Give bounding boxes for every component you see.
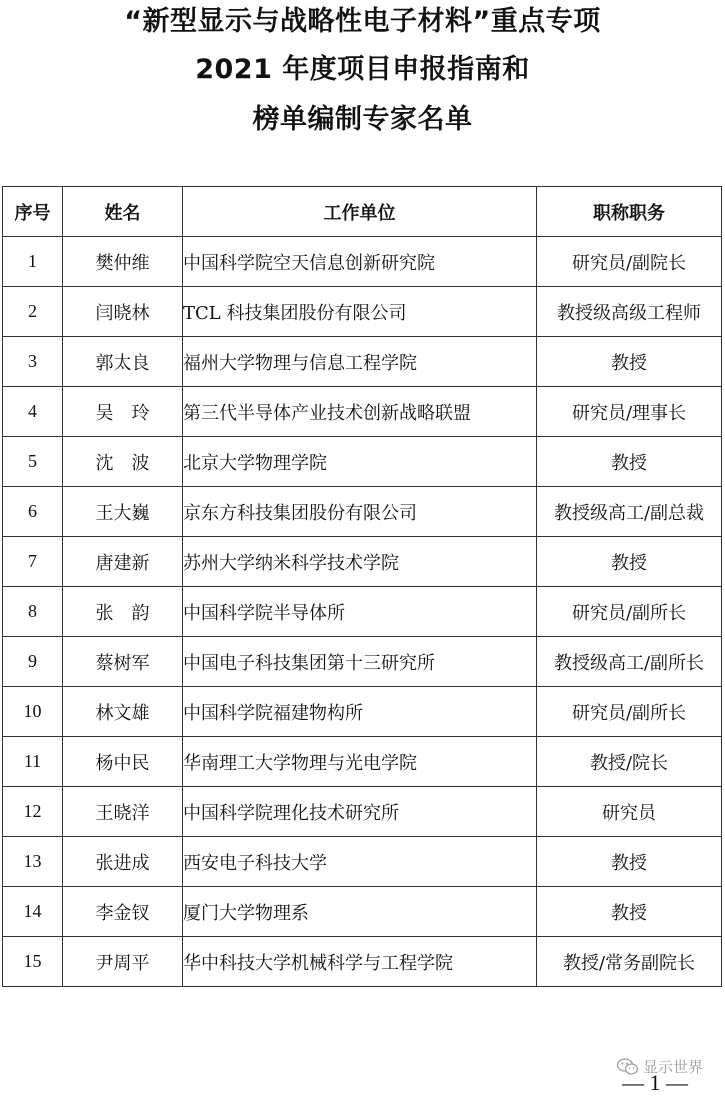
cell-title: 研究员 — [537, 787, 722, 837]
cell-no: 6 — [3, 487, 63, 537]
document-title-line-1: “新型显示与战略性电子材料”重点专项 — [124, 6, 601, 37]
cell-name: 杨中民 — [63, 737, 183, 787]
cell-name: 吴 玲 — [63, 387, 183, 437]
cell-name: 尹周平 — [63, 937, 183, 987]
cell-unit: 华中科技大学机械科学与工程学院 — [183, 937, 537, 987]
document-title-line-3: 榜单编制专家名单 — [252, 104, 473, 135]
table-row — [3, 737, 722, 787]
cell-name: 张 韵 — [63, 587, 183, 637]
cell-unit: 厦门大学物理系 — [183, 887, 537, 937]
table-row — [3, 587, 722, 637]
header-name: 姓名 — [63, 187, 183, 237]
cell-no: 4 — [3, 387, 63, 437]
page-number: — 1 — — [622, 1070, 688, 1095]
table-row — [3, 537, 722, 587]
cell-unit: 福州大学物理与信息工程学院 — [183, 337, 537, 387]
cell-no: 10 — [3, 687, 63, 737]
header-unit: 工作单位 — [183, 187, 537, 237]
document-title-line-2: 2021 年度项目申报指南和 — [195, 54, 530, 85]
cell-no: 13 — [3, 837, 63, 887]
cell-name: 蔡树军 — [63, 637, 183, 687]
table-row — [3, 937, 722, 987]
table-row — [3, 637, 722, 687]
cell-name: 王晓洋 — [63, 787, 183, 837]
cell-no: 9 — [3, 637, 63, 687]
cell-unit: 京东方科技集团股份有限公司 — [183, 487, 537, 537]
cell-title: 教授/院长 — [537, 737, 722, 787]
table-row — [3, 437, 722, 487]
cell-no: 1 — [3, 237, 63, 287]
cell-name: 王大巍 — [63, 487, 183, 537]
cell-no: 2 — [3, 287, 63, 337]
table-row — [3, 287, 722, 337]
cell-title: 教授 — [537, 837, 722, 887]
cell-title: 教授 — [537, 887, 722, 937]
cell-title: 研究员/副所长 — [537, 587, 722, 637]
table-row — [3, 387, 722, 437]
cell-no: 14 — [3, 887, 63, 937]
cell-unit: 北京大学物理学院 — [183, 437, 537, 487]
table-row — [3, 337, 722, 387]
cell-title: 教授 — [537, 437, 722, 487]
cell-no: 12 — [3, 787, 63, 837]
cell-name: 唐建新 — [63, 537, 183, 587]
cell-unit: 中国电子科技集团第十三研究所 — [183, 637, 537, 687]
cell-unit: 苏州大学纳米科学技术学院 — [183, 537, 537, 587]
cell-title: 教授级高工/副总裁 — [537, 487, 722, 537]
cell-unit: 华南理工大学物理与光电学院 — [183, 737, 537, 787]
table-row — [3, 837, 722, 887]
cell-unit: 中国科学院理化技术研究所 — [183, 787, 537, 837]
cell-name: 闫晓林 — [63, 287, 183, 337]
cell-title: 教授级高工/副所长 — [537, 637, 722, 687]
table-row — [3, 687, 722, 737]
cell-unit: 中国科学院空天信息创新研究院 — [183, 237, 537, 287]
table-row — [3, 887, 722, 937]
cell-name: 李金钗 — [63, 887, 183, 937]
cell-title: 教授 — [537, 337, 722, 387]
cell-unit: 中国科学院半导体所 — [183, 587, 537, 637]
cell-title: 研究员/理事长 — [537, 387, 722, 437]
header-no: 序号 — [3, 187, 63, 237]
cell-no: 8 — [3, 587, 63, 637]
cell-name: 郭太良 — [63, 337, 183, 387]
table-row — [3, 487, 722, 537]
table-row — [3, 237, 722, 287]
cell-unit: 第三代半导体产业技术创新战略联盟 — [183, 387, 537, 437]
cell-no: 7 — [3, 537, 63, 587]
cell-unit: 中国科学院福建物构所 — [183, 687, 537, 737]
cell-unit: TCL 科技集团股份有限公司 — [183, 287, 537, 337]
cell-title: 研究员/副院长 — [537, 237, 722, 287]
cell-title: 教授/常务副院长 — [537, 937, 722, 987]
expert-table — [2, 186, 722, 987]
header-title: 职称职务 — [537, 187, 722, 237]
cell-unit: 西安电子科技大学 — [183, 837, 537, 887]
watermark-text: 显示世界 — [642, 1058, 703, 1076]
cell-title: 研究员/副所长 — [537, 687, 722, 737]
cell-name: 林文雄 — [63, 687, 183, 737]
cell-title: 教授 — [537, 537, 722, 587]
cell-no: 15 — [3, 937, 63, 987]
cell-title: 教授级高级工程师 — [537, 287, 722, 337]
cell-name: 沈 波 — [63, 437, 183, 487]
cell-name: 樊仲维 — [63, 237, 183, 287]
cell-name: 张进成 — [63, 837, 183, 887]
table-header-row — [3, 187, 722, 237]
table-row — [3, 787, 722, 837]
table-body — [3, 237, 722, 987]
cell-no: 3 — [3, 337, 63, 387]
cell-no: 5 — [3, 437, 63, 487]
cell-no: 11 — [3, 737, 63, 787]
